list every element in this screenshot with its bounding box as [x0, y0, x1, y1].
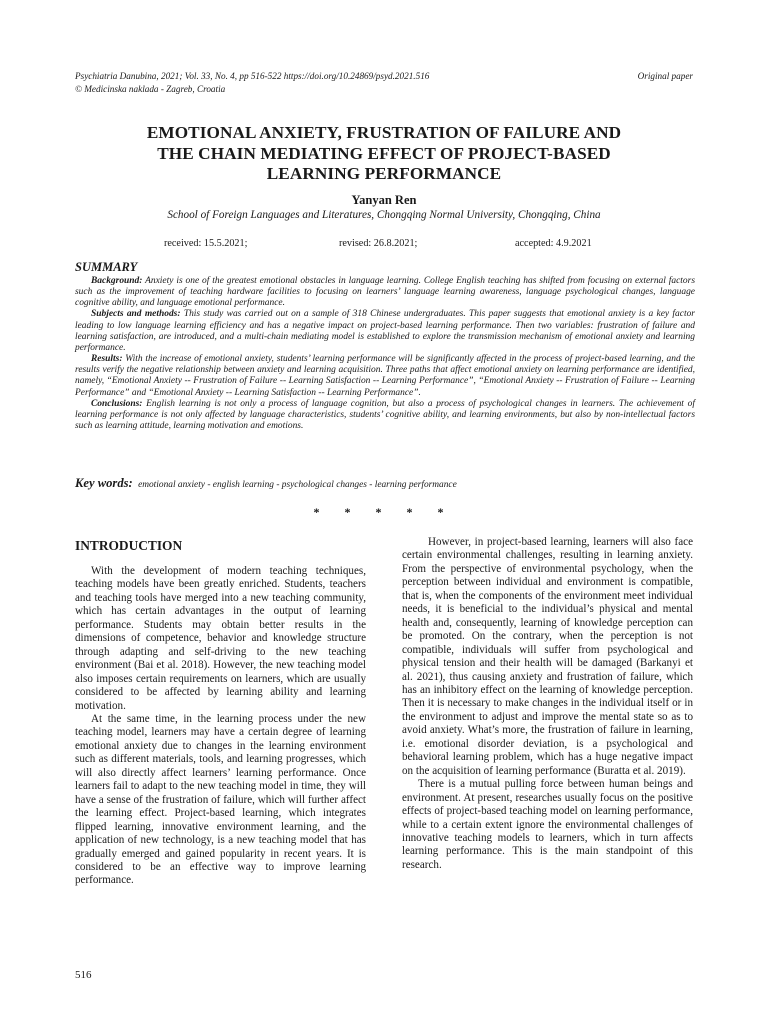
revised-date: revised: 26.8.2021;	[339, 238, 418, 249]
publisher-line: © Medicinska naklada - Zagreb, Croatia	[75, 83, 226, 94]
right-column	[402, 536, 693, 872]
title-line-2: THE CHAIN MEDIATING EFFECT OF PROJECT-BASED	[157, 143, 611, 163]
conclusions-text: English learning is not only a process of language cognition, but also a process of psychological changes in learners. The achievement of learning performance is not only affected by language characteristics, students’ cognitive ability, and learning environments, but also by non-intellectual factors such as learning attitude, learning motivation and emotions.	[75, 398, 695, 432]
background-label: Background:	[91, 276, 143, 286]
intro-paragraph: However, in project-based learning, learners will also face certain environmental challenges, resulting in learning anxiety. From the perspective of environmental psychology, when the perception between individual and environment is compatible, that is, when the components of the environment meet individual needs, it is beneficial to the individual’s physical and mental health and, consequently, learning of knowledge perception can be promoted. On the contrary, when the perception is not compatible, individuals will suffer from psychological and physical tension and their health will be damaged (Barkanyi et al. 2021), thus causing anxiety and frustration of failure, which has an inhibitory effect on the learning of knowledge perception. Then it is necessary to make changes in the individual itself or in the environment to adjust and improve the mental state so as to avoid anxiety. What’s more, the frustration of failure in learning, i.e. emotional disorder deviation, is a psychological and behavioral learning problem, which has a huge negative impact on the acquisition of learning performance (Buratta et al. 2019).	[402, 536, 693, 777]
summary-heading: SUMMARY	[75, 260, 138, 274]
introduction-heading: INTRODUCTION	[75, 538, 183, 553]
title-line-1: EMOTIONAL ANXIETY, FRUSTRATION OF FAILURE AND	[146, 123, 622, 142]
results-text: With the increase of emotional anxiety, students’ learning performance will be significantly affected in the process of project-based learning, and the results verify the negative relationship between anxiety and learning acquisition. Three paths that affect emotional anxiety on learning performance are identified, namely, “Emotional Anxiety -- Frustration of Failure -- Learning Satisfaction -- Learning Performance”, “Emotional Anxiety -- Frustration of Failure -- Learning Performance” and “Emotional Anxiety -- Learning Satisfaction -- Learning Performance”.	[75, 354, 695, 398]
results-label: Results:	[91, 354, 123, 365]
summary-results	[75, 354, 695, 399]
keywords-text: emotional anxiety - english learning - psychological changes - learning performance	[138, 480, 457, 490]
methods-text: This study was carried out on a sample of 318 Chinese undergraduates. This paper suggests that emotional anxiety is a key factor leading to low language learning efficiency and has a negative impact on project-based learning performance. Then two variables: frustration of failure and learning satisfaction, are introduced, and a multi-chain mediating model is established to explore the transmission mechanism of emotional anxiety and learning performance.	[75, 309, 695, 353]
intro-paragraph: With the development of modern teaching techniques, teaching models have been greatly enriched. Students, teachers and teaching tools have merged into a new teaching community, which has certain advantages in the output of learning performance. Students may obtain better results in the dimensions of competence, behavior and knowledge structure through adapting and self-driving to the new teaching environment (Bai et al. 2018). However, the new teaching model also imposes certain requirements on learners, which are usually considered to be affected by learning ability and learning motivation.	[75, 565, 366, 712]
author-name: Yanyan Ren	[351, 193, 417, 207]
summary-background	[75, 276, 695, 309]
summary-abstract	[75, 276, 695, 432]
intro-paragraph: There is a mutual pulling force between human beings and environment. At present, researches usually focus on the positive effects of project-based teaching model on learning performance, while to a certain extent ignore the environmental challenges of innovative teaching models to learners, which in turn affects learning performance. This is the main standpoint of this research.	[402, 778, 693, 871]
journal-header	[75, 70, 693, 95]
received-date: received: 15.5.2021;	[164, 238, 248, 249]
title-line-3: LEARNING PERFORMANCE	[266, 164, 502, 183]
section-separator: * * * * *	[313, 505, 455, 519]
article-title	[75, 123, 693, 185]
summary-conclusions	[75, 399, 695, 432]
author-affiliation: School of Foreign Languages and Literatures, Chongqing Normal University, Chongqing, China	[167, 209, 601, 221]
keywords-label: Key words:	[75, 476, 133, 490]
methods-label: Subjects and methods:	[91, 309, 181, 320]
keywords-line	[75, 476, 693, 491]
page-number: 516	[75, 969, 92, 981]
summary-methods	[75, 309, 695, 354]
citation-line: Psychiatria Danubina, 2021; Vol. 33, No. 4, pp 516-522 https://doi.org/10.24869/psyd.2021.516	[75, 71, 430, 81]
article-type-label: Original paper	[637, 71, 693, 81]
accepted-date: accepted: 4.9.2021	[515, 238, 592, 249]
conclusions-label: Conclusions:	[91, 398, 143, 409]
intro-paragraph: At the same time, in the learning process under the new teaching model, learners may have a certain degree of learning emotional anxiety due to changes in the learning environment such as different materials, tools, and learning progresses, which will also directly affect learners’ learning performance. Once learners fail to adapt to the new teaching model in time, they will have a sense of the frustration of failure, which will further affect the learning effect. Project-based learning, which integrates flipped learning, innovative environment learning, and the application of new technology, is a new teaching model that has gradually emerged and gained popularity in recent years. It is considered to be an effective way to improve learning performance.	[75, 712, 366, 887]
background-text: Anxiety is one of the greatest emotional obstacles in language learning. College English teaching has shifted from focusing on external factors such as the improvement of teaching hardware facilities to focusing on learners’ language learning awareness, language psychological changes, language cognitive ability, and language emotional performance.	[75, 276, 695, 309]
left-column	[75, 536, 366, 888]
